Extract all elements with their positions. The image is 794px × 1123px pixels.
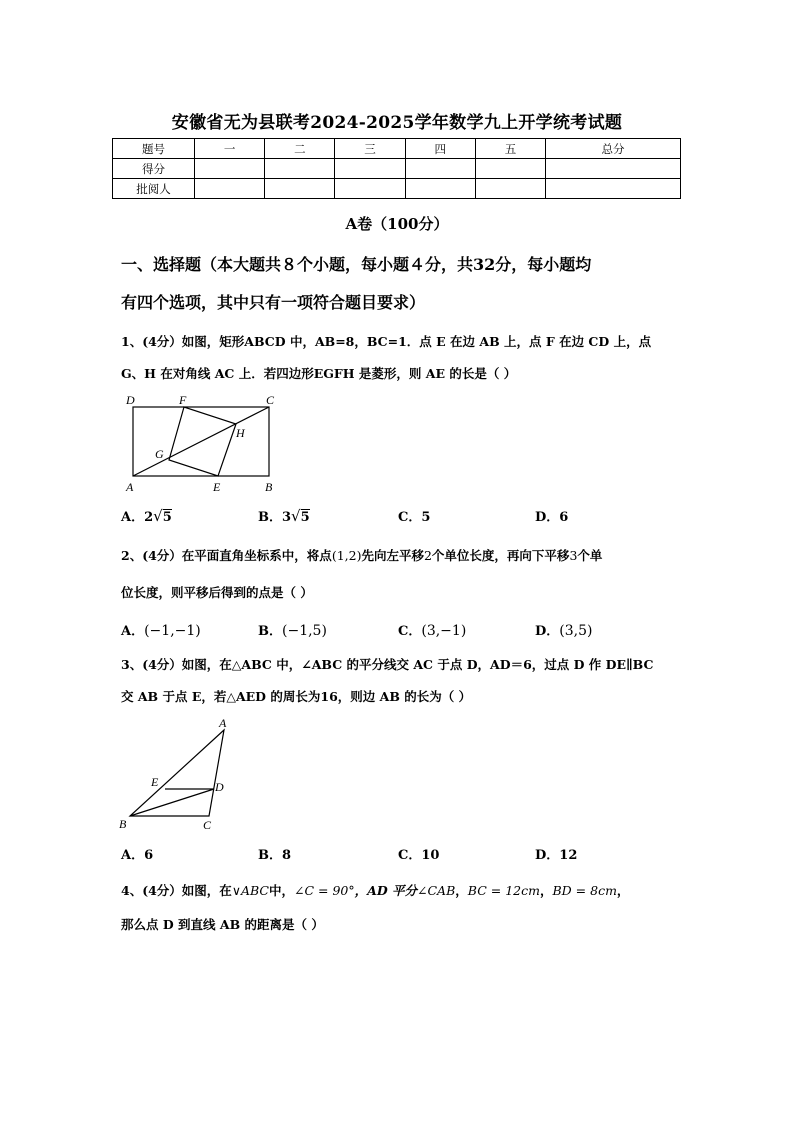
score-table-cell — [546, 159, 681, 179]
triangle-abc — [130, 730, 224, 816]
label-d: D — [215, 780, 224, 794]
q3-option-a[interactable]: A．6 — [121, 848, 154, 863]
label-f: F — [179, 393, 187, 407]
q3-figure — [116, 714, 236, 836]
q4-text-line2: 那么点 D 到直线 AB 的距离是（ ） — [121, 917, 324, 932]
q1-figure — [118, 390, 288, 495]
q3-option-b[interactable]: B．8 — [258, 848, 292, 863]
label-c: C — [203, 818, 212, 832]
label-g: G — [155, 447, 164, 461]
label-a: A — [219, 716, 227, 730]
score-table-cell — [475, 179, 545, 199]
q1-option-a[interactable]: A．2√5 — [121, 507, 172, 525]
q1-options — [121, 506, 681, 530]
score-table-cell — [265, 179, 335, 199]
score-table-cell: 四 — [405, 139, 475, 159]
label-a: A — [126, 480, 134, 494]
score-table-cell: 五 — [475, 139, 545, 159]
q2-option-c[interactable]: C．(3,−1) — [398, 623, 467, 639]
part1-heading-line2: 有四个选项，其中只有一项符合题目要求） — [121, 293, 426, 312]
q4-text-line1: 4、(4分）如图，在∨ABC中，∠C = 90°，AD 平分∠CAB，BC = 12cm，BD = 8cm， — [121, 883, 630, 898]
sqrt-icon: √ — [153, 507, 163, 525]
part1-heading-line1: 一、选择题（本大题共８个小题，每小题４分，共32分，每小题均 — [121, 255, 592, 274]
score-table-cell — [195, 159, 265, 179]
score-table-cell — [475, 159, 545, 179]
score-table-cell: 批阅人 — [113, 179, 195, 199]
score-table-cell: 三 — [335, 139, 405, 159]
score-table-cell — [405, 159, 475, 179]
q1-option-b[interactable]: B．3√5 — [258, 507, 310, 525]
q3-options — [121, 844, 681, 868]
section-a-heading: A卷（100分） — [345, 215, 449, 233]
score-table-cell: 题号 — [113, 139, 195, 159]
bisector-bd — [130, 789, 214, 816]
score-table-cell — [195, 179, 265, 199]
q2-option-b[interactable]: B．(−1,5) — [258, 623, 327, 639]
score-table-cell: 二 — [265, 139, 335, 159]
score-table-header-row — [113, 139, 681, 159]
score-table-cell — [335, 159, 405, 179]
score-table-cell — [405, 179, 475, 199]
exam-title: 安徽省无为县联考2024-2025学年数学九上开学统考试题 — [171, 113, 623, 133]
q3-option-c[interactable]: C．10 — [398, 848, 440, 863]
label-b: B — [119, 817, 127, 831]
score-table-cell: 得分 — [113, 159, 195, 179]
q3-option-d[interactable]: D．12 — [535, 848, 578, 863]
sqrt-icon: √ — [291, 507, 301, 525]
label-e: E — [151, 775, 159, 789]
q1-option-c[interactable]: C．5 — [398, 510, 431, 525]
score-table-cell — [335, 179, 405, 199]
score-table-row — [113, 179, 681, 199]
rhombus-egfh — [169, 407, 236, 476]
diagonal-ac — [133, 407, 269, 476]
q2-text-line2: 位长度，则平移后得到的点是（ ） — [121, 585, 313, 600]
score-table-cell: 总分 — [546, 139, 681, 159]
label-e: E — [213, 480, 221, 494]
score-table — [112, 138, 681, 199]
label-c: C — [266, 393, 275, 407]
q2-option-a[interactable]: A．(−1,−1) — [121, 623, 201, 639]
label-d: D — [126, 393, 135, 407]
q1-text-line2: G、H 在对角线 AC 上．若四边形EGFH 是菱形，则 AE 的长是（ ） — [121, 366, 517, 381]
label-h: H — [236, 426, 245, 440]
q1-text-line1: 1、(4分）如图，矩形ABCD 中，AB=8，BC=1．点 E 在边 AB 上，点 F 在边 CD 上，点 — [121, 334, 652, 349]
score-table-cell — [265, 159, 335, 179]
q2-option-d[interactable]: D．(3,5) — [535, 623, 593, 639]
q2-options — [121, 620, 681, 644]
score-table-cell: 一 — [195, 139, 265, 159]
q1-option-d[interactable]: D．6 — [535, 510, 569, 525]
label-b: B — [265, 480, 273, 494]
score-table-row — [113, 159, 681, 179]
q3-text-line1: 3、(4分）如图，在△ABC 中，∠ABC 的平分线交 AC 于点 D，AD＝6，过点 D 作 DE∥BC — [121, 657, 654, 672]
q3-text-line2: 交 AB 于点 E，若△AED 的周长为16，则边 AB 的长为（ ） — [121, 689, 472, 704]
q2-text-line1: 2、(4分）在平面直角坐标系中，将点(1,2)先向左平移2个单位长度，再向下平移3个单 — [121, 548, 603, 563]
score-table-cell — [546, 179, 681, 199]
